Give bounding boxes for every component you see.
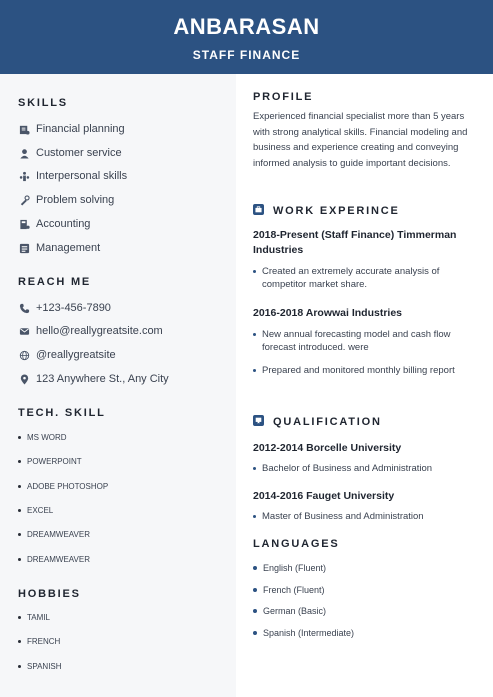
languages-heading: LANGUAGES (253, 538, 340, 550)
job-bullet: Created an extremely accurate analysis of competitor market share. (253, 265, 478, 291)
tech-skill-item: DREAMWEAVER (18, 530, 90, 539)
accounting-icon (18, 218, 30, 230)
language-item: German (Basic) (253, 606, 326, 616)
qualification-detail: Bachelor of Business and Administration (253, 462, 478, 475)
contact-website: @reallygreatsite (18, 349, 116, 361)
language-item: French (Fluent) (253, 585, 325, 595)
reach-me-heading: REACH ME (18, 276, 92, 288)
tech-skill-item: EXCEL (18, 506, 53, 515)
job-heading: 2018-Present (Staff Finance) Timmerman Industries (253, 229, 457, 256)
hobby-item: SPANISH (18, 662, 62, 671)
tech-skill-item: DREAMWEAVER (18, 555, 90, 564)
certificate-icon (253, 415, 264, 426)
job-heading: 2016-2018 Arowwai Industries (253, 307, 403, 319)
globe-icon (18, 349, 30, 361)
financial-planning-icon (18, 123, 30, 135)
candidate-role: STAFF FINANCE (192, 48, 301, 62)
language-item: Spanish (Intermediate) (253, 628, 354, 638)
skill-item: Interpersonal skills (18, 170, 127, 182)
skill-item: Management (18, 242, 100, 254)
email-icon (18, 325, 30, 337)
resume-header (0, 0, 493, 74)
tech-skill-item: ADOBE PHOTOSHOP (18, 482, 108, 491)
problem-solving-icon (18, 194, 30, 206)
qualification-detail: Master of Business and Administration (253, 510, 478, 523)
qualification-title: 2012-2014 Borcelle University (253, 442, 402, 454)
job-bullet: Prepared and monitored monthly billing report (253, 364, 478, 377)
profile-heading: PROFILE (253, 91, 314, 103)
contact-email: hello@reallygreatsite.com (18, 325, 163, 337)
job-bullet: New annual forecasting model and cash flow forecast introduced. were (253, 328, 478, 354)
interpersonal-icon (18, 170, 30, 182)
candidate-name: ANBARASAN (173, 14, 320, 39)
skill-item: Financial planning (18, 123, 125, 135)
briefcase-icon (253, 204, 264, 215)
left-sidebar (0, 74, 236, 697)
tech-skill-item: MS WORD (18, 433, 67, 442)
tech-skill-item: POWERPOINT (18, 457, 82, 466)
qualification-title: 2014-2016 Fauget University (253, 490, 395, 502)
skill-item: Accounting (18, 218, 90, 230)
contact-address: 123 Anywhere St., Any City (18, 373, 169, 385)
main-content (236, 74, 493, 697)
language-item: English (Fluent) (253, 563, 326, 573)
work-experience-heading: WORK EXPERINCE (273, 205, 400, 217)
location-pin-icon (18, 373, 30, 385)
hobbies-heading: HOBBIES (18, 588, 81, 600)
profile-text: Experienced financial specialist more than 5 years with strong analytical skills. Financial modeling and business and experience creating and conveying informed analysis to guide important decisions. (253, 111, 468, 169)
skills-heading: SKILLS (18, 97, 68, 109)
contact-phone: +123-456-7890 (18, 302, 111, 314)
skill-item: Problem solving (18, 194, 114, 206)
customer-service-icon (18, 147, 30, 159)
phone-icon (18, 302, 30, 314)
management-icon (18, 242, 30, 254)
hobby-item: TAMIL (18, 613, 50, 622)
qualification-heading: QUALIFICATION (273, 416, 382, 428)
tech-skill-heading: TECH. SKILL (18, 407, 106, 419)
skill-item: Customer service (18, 147, 122, 159)
hobby-item: FRENCH (18, 637, 60, 646)
